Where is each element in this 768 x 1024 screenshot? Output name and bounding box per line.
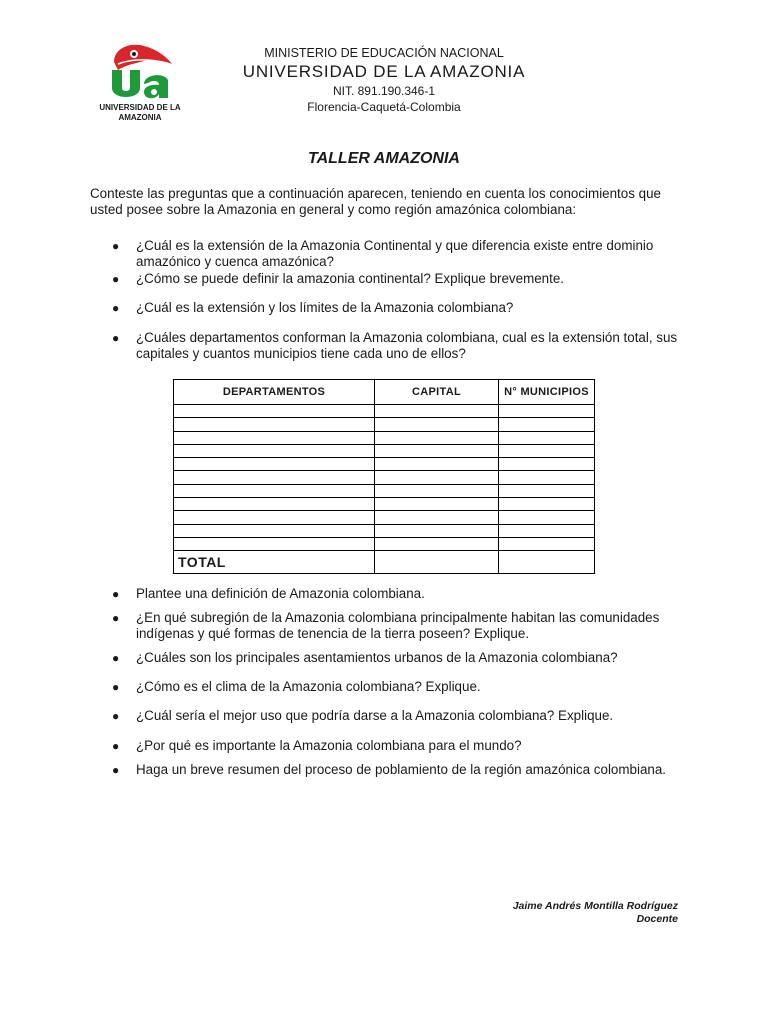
table-cell[interactable] — [174, 498, 375, 511]
table-cell[interactable] — [499, 511, 595, 524]
document-title: TALLER AMAZONIA — [308, 150, 460, 167]
table-row — [174, 498, 595, 511]
bullet-icon: ● — [112, 709, 120, 723]
table-cell[interactable] — [499, 444, 595, 457]
table-cell[interactable] — [375, 431, 499, 444]
table-row — [174, 458, 595, 471]
university-logo — [104, 40, 176, 102]
table-cell[interactable] — [499, 458, 595, 471]
question-text: ¿Cuáles departamentos conforman la Amazonia colombiana, cual es la extensión total, sus capitales y cuantos municipios tiene cada uno de ellos? — [136, 330, 678, 361]
intro-paragraph: Conteste las preguntas que a continuación aparecen, teniendo en cuenta los conocimientos que usted posee sobre la Amazonia en general y como región amazónica colombiana: — [90, 186, 661, 217]
location: Florencia-Caquetá-Colombia — [307, 100, 461, 114]
table-row — [174, 524, 595, 537]
table-row — [174, 511, 595, 524]
table-cell[interactable] — [499, 405, 595, 418]
table-cell[interactable] — [375, 471, 499, 484]
question-text: Plantee una definición de Amazonia colombiana. — [136, 586, 425, 601]
table-header-row — [174, 380, 595, 405]
table-cell[interactable] — [375, 444, 499, 457]
total-label: TOTAL — [174, 551, 375, 574]
bullet-icon: ● — [112, 587, 120, 601]
table-row — [174, 537, 595, 550]
total-row — [174, 551, 595, 574]
bullet-icon: ● — [112, 763, 120, 777]
question-text: ¿Por qué es importante la Amazonia colombiana para el mundo? — [136, 738, 522, 753]
question-text: ¿En qué subregión de la Amazonia colombiana principalmente habitan las comunidades indígenas y qué formas de tenencia de la tierra poseen? Explique. — [136, 610, 660, 641]
table-row — [174, 471, 595, 484]
table-cell[interactable] — [174, 524, 375, 537]
table-cell[interactable] — [499, 471, 595, 484]
table-cell[interactable] — [174, 405, 375, 418]
table-cell[interactable] — [375, 484, 499, 497]
table-cell[interactable] — [499, 498, 595, 511]
signature-role: Docente — [636, 913, 678, 925]
table-cell[interactable] — [174, 511, 375, 524]
bullet-icon: ● — [112, 680, 120, 694]
question-text: ¿Cuál es la extensión y los límites de la Amazonia colombiana? — [136, 300, 514, 315]
table-cell[interactable] — [375, 498, 499, 511]
column-header: N° MUNICIPIOS — [499, 380, 595, 405]
table-cell[interactable] — [499, 418, 595, 431]
question-text: Haga un breve resumen del proceso de poblamiento de la región amazónica colombiana. — [136, 762, 667, 777]
table-cell[interactable] — [174, 471, 375, 484]
table-cell[interactable] — [499, 431, 595, 444]
question-text: ¿Cuál sería el mejor uso que podría darse a la Amazonia colombiana? Explique. — [136, 708, 614, 723]
bullet-icon: ● — [112, 272, 120, 286]
bullet-icon: ● — [112, 611, 120, 625]
table-cell[interactable] — [375, 405, 499, 418]
question-text: ¿Cómo se puede definir la amazonia continental? Explique brevemente. — [136, 271, 565, 286]
table-cell[interactable] — [174, 458, 375, 471]
table-cell[interactable] — [375, 458, 499, 471]
total-municipios-cell[interactable] — [499, 551, 595, 574]
table-cell[interactable] — [174, 484, 375, 497]
question-text: ¿Cuál es la extensión de la Amazonia Continental y que diferencia existe entre dominio amazónico y cuenca amazónica? — [136, 238, 654, 269]
logo-caption: UNIVERSIDAD DE LA AMAZONIA — [99, 103, 181, 122]
table-row — [174, 431, 595, 444]
column-header: DEPARTAMENTOS — [174, 380, 375, 405]
table-cell[interactable] — [375, 511, 499, 524]
bullet-icon: ● — [112, 301, 120, 315]
table-cell[interactable] — [499, 524, 595, 537]
table-cell[interactable] — [174, 444, 375, 457]
table-cell[interactable] — [375, 537, 499, 550]
question-text: ¿Cuáles son los principales asentamientos urbanos de la Amazonia colombiana? — [136, 650, 618, 665]
nit-number: NIT. 891.190.346-1 — [332, 84, 436, 98]
bullet-icon: ● — [112, 239, 120, 253]
table-cell[interactable] — [375, 418, 499, 431]
table-cell[interactable] — [174, 418, 375, 431]
signature-name: Jaime Andrés Montilla Rodríguez — [512, 900, 678, 912]
bullet-icon: ● — [112, 651, 120, 665]
departments-table — [173, 379, 595, 574]
bullet-icon: ● — [112, 739, 120, 753]
table-row — [174, 418, 595, 431]
university-name: UNIVERSIDAD DE LA AMAZONIA — [242, 62, 526, 81]
table-cell[interactable] — [174, 431, 375, 444]
column-header: CAPITAL — [375, 380, 499, 405]
table-cell[interactable] — [375, 524, 499, 537]
table-row — [174, 444, 595, 457]
question-text: ¿Cómo es el clima de la Amazonia colombiana? Explique. — [136, 679, 481, 694]
table-cell[interactable] — [174, 537, 375, 550]
table-row — [174, 405, 595, 418]
total-capital-cell[interactable] — [375, 551, 499, 574]
table-cell[interactable] — [499, 484, 595, 497]
bullet-icon: ● — [112, 331, 120, 345]
table-cell[interactable] — [499, 537, 595, 550]
table-row — [174, 484, 595, 497]
ministry-name: MINISTERIO DE EDUCACIÓN NACIONAL — [264, 46, 504, 60]
